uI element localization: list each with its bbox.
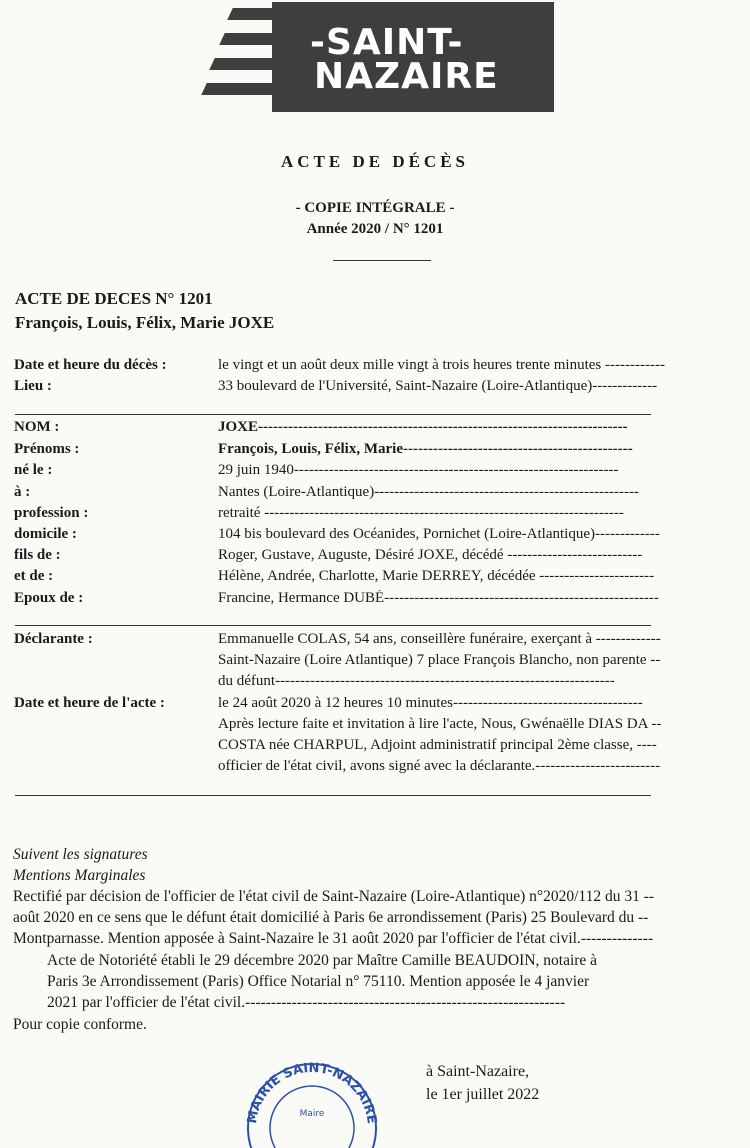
person-value: 29 juin 1940-----------------------------------------------------------------	[218, 462, 619, 478]
certified-copy-note: Pour copie conforme.	[13, 1016, 147, 1033]
person-value: Nantes (Loire-Atlantique)-----------------------------------------------------	[218, 484, 639, 500]
declarant-label: Déclarante :	[14, 631, 93, 647]
death-date-label: Date et heure du décès :	[14, 357, 167, 373]
person-label: fils de :	[14, 547, 61, 563]
mention-line: Rectifié par décision de l'officier de l'état civil de Saint-Nazaire (Loire-Atlantique) n°2020/112 du 31 --	[13, 888, 655, 905]
mentions-title: Mentions Marginales	[13, 867, 146, 884]
person-value: Hélène, Andrée, Charlotte, Marie DERREY, décédée -----------------------	[218, 568, 655, 584]
act-date-line: COSTA née CHARPUL, Adjoint administratif principal 2ème classe, ----	[218, 737, 657, 753]
mention-line: août 2020 en ce sens que le défunt était domicilié à Paris 6e arrondissement (Paris) 25 Boulevard du --	[13, 909, 649, 926]
mention-line: Acte de Notoriété établi le 29 décembre 2020 par Maître Camille BEAUDOIN, notaire à	[47, 952, 598, 969]
signature-date: le 1er juillet 2022	[426, 1086, 540, 1103]
mention-line: Montparnasse. Mention apposée à Saint-Nazaire le 31 août 2020 par l'officier de l'état civil.--------------	[13, 930, 654, 947]
act-date-line: le 24 août 2020 à 12 heures 10 minutes--------------------------------------	[218, 695, 643, 711]
saint-nazaire-logo	[200, 0, 560, 115]
person-value: Roger, Gustave, Auguste, Désiré JOXE, décédé ---------------------------	[218, 547, 643, 563]
person-value: François, Louis, Félix, Marie----------------------------------------------	[218, 441, 633, 457]
stamp-center-text: Maire	[299, 1109, 325, 1119]
person-label: né le :	[14, 462, 53, 478]
logo-line1: -SAINT-	[310, 22, 464, 63]
person-label: Epoux de :	[14, 590, 84, 606]
person-label: à :	[14, 484, 31, 500]
death-place-value: 33 boulevard de l'Université, Saint-Nazaire (Loire-Atlantique)-------------	[218, 378, 658, 394]
title-divider	[333, 260, 431, 261]
death-place-label: Lieu :	[14, 378, 52, 394]
mention-line: 2021 par l'officier de l'état civil.--------------------------------------------------------------	[47, 994, 566, 1011]
declarant-line: du défunt--------------------------------------------------------------------	[218, 673, 615, 689]
person-label: NOM :	[14, 419, 60, 435]
stamp-ring-text: MAIRIE SAINT-NAZAIRE	[244, 1060, 379, 1125]
person-label: domicile :	[14, 526, 77, 542]
declarant-line: Emmanuelle COLAS, 54 ans, conseillère funéraire, exerçant à -------------	[218, 631, 661, 647]
act-date-line: officier de l'état civil, avons signé avec la déclarante.-------------------------	[218, 758, 661, 774]
logo-stripe	[201, 83, 279, 95]
death-date-value: le vingt et un août deux mille vingt à trois heures trente minutes ------------	[218, 357, 665, 373]
signatures-note: Suivent les signatures	[13, 846, 148, 863]
person-label: Prénoms :	[14, 441, 80, 457]
section-divider	[15, 795, 651, 796]
person-label: et de :	[14, 568, 54, 584]
act-date-label: Date et heure de l'acte :	[14, 695, 165, 711]
person-label: profession :	[14, 505, 89, 521]
person-value: Francine, Hermance DUBÉ-------------------------------------------------------	[218, 590, 659, 606]
section-divider	[15, 625, 651, 626]
person-value: JOXE--------------------------------------------------------------------------	[218, 419, 628, 435]
year-number: Année 2020 / N° 1201	[306, 221, 444, 237]
logo-stripe	[209, 58, 279, 70]
act-reference: ACTE DE DECES N° 1201	[15, 289, 213, 308]
mention-line: Paris 3e Arrondissement (Paris) Office Notarial n° 75110. Mention apposée le 4 janvier	[47, 973, 590, 990]
signature-place: à Saint-Nazaire,	[426, 1063, 530, 1080]
person-value: retraité ------------------------------------------------------------------------	[218, 505, 624, 521]
logo-stripe	[219, 33, 279, 45]
official-stamp	[242, 1058, 382, 1148]
logo-line2: NAZAIRE	[314, 56, 499, 97]
person-value: 104 bis boulevard des Océanides, Pornichet (Loire-Atlantique)-------------	[218, 526, 660, 542]
copy-label: - COPIE INTÉGRALE -	[295, 200, 455, 216]
section-divider	[15, 414, 651, 415]
act-date-line: Après lecture faite et invitation à lire l'acte, Nous, Gwénaëlle DIAS DA --	[218, 716, 662, 732]
deceased-full-name: François, Louis, Félix, Marie JOXE	[15, 313, 275, 332]
declarant-line: Saint-Nazaire (Loire Atlantique) 7 place François Blancho, non parente --	[218, 652, 661, 668]
document-title: ACTE DE DÉCÈS	[280, 152, 470, 171]
